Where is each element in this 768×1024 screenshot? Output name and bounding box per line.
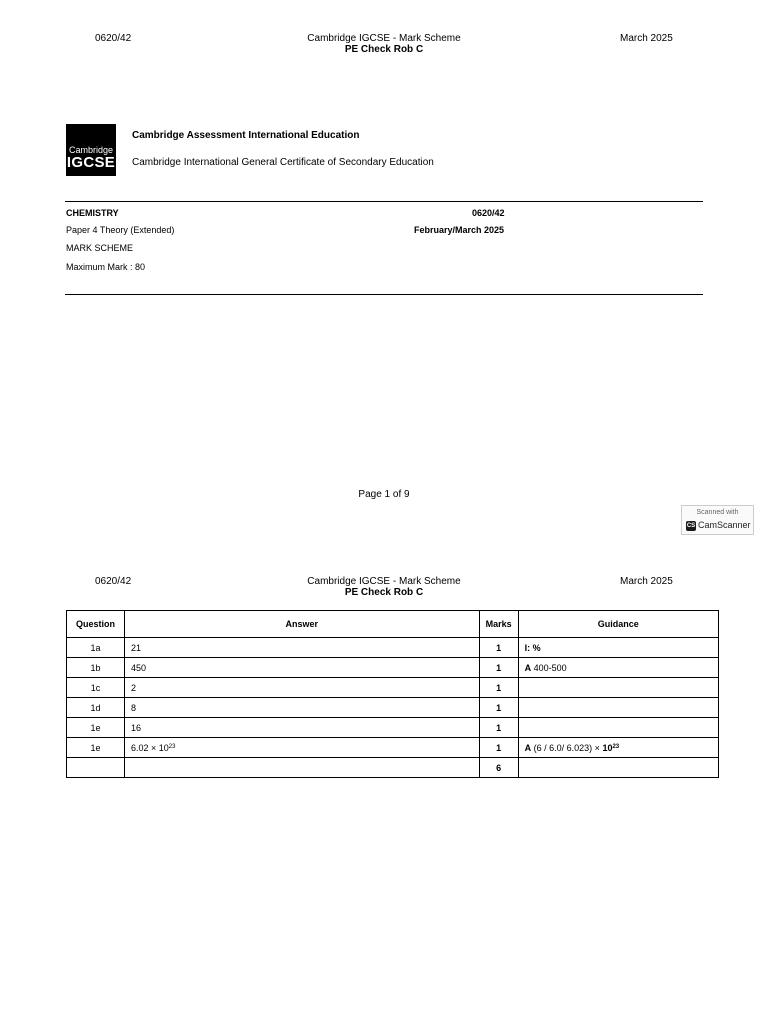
answer-cell: 2 [124,678,479,698]
table-row [67,738,719,758]
header-paper-code: 0620/42 [95,576,132,587]
column-header-marks: Marks [479,611,518,638]
header-date: March 2025 [620,576,673,587]
table-row [67,678,719,698]
guidance-cell [518,638,718,658]
question-cell: 1a [67,638,125,658]
column-header-question: Question [67,611,125,638]
question-cell: 1c [67,678,125,698]
marks-cell: 1 [479,658,518,678]
guidance-cell [518,738,718,758]
table-row [67,638,719,658]
marks-cell: 1 [479,698,518,718]
answer-cell: 8 [124,698,479,718]
mark-scheme-table [66,610,719,778]
header-subtitle: PE Check Rob C [344,587,424,598]
paper-title: Paper 4 Theory (Extended) [66,225,175,235]
header-subtitle: PE Check Rob C [344,44,424,55]
empty-cell [67,758,125,778]
logo-cambridge-text: Cambridge [68,145,114,155]
header-title: Cambridge IGCSE - Mark Scheme [307,576,461,587]
header-date: March 2025 [620,33,673,44]
header-title: Cambridge IGCSE - Mark Scheme [307,33,461,44]
guidance-text: (6 / 6.0/ 6.023) × [533,742,603,753]
marks-cell: 1 [479,678,518,698]
answer-cell [124,738,479,758]
answer-text: 6.02 × 10 [130,742,169,753]
camscanner-watermark [681,505,754,535]
organisation-name: Cambridge Assessment International Education [132,130,360,141]
question-cell: 1e [67,738,125,758]
watermark-caption: Scanned with [696,509,739,516]
guidance-text: 400-500 [533,662,567,673]
header-paper-code: 0620/42 [95,33,132,44]
watermark-brand: CamScanner [698,520,751,530]
maximum-mark: Maximum Mark : 80 [66,262,146,272]
answer-cell: 16 [124,718,479,738]
subject-name: CHEMISTRY [66,208,119,218]
answer-exponent: 23 [168,743,176,750]
table-row [67,698,719,718]
marks-cell: 1 [479,718,518,738]
marks-cell: 1 [479,738,518,758]
table-row [67,718,719,738]
guidance-exponent: 23 [612,743,620,750]
guidance-prefix: I: [524,642,531,653]
table-header-row [67,611,719,638]
empty-cell [518,758,718,778]
question-cell: 1b [67,658,125,678]
empty-cell [124,758,479,778]
guidance-prefix: A [524,662,532,673]
answer-cell: 450 [124,658,479,678]
header-title-block [250,576,518,598]
guidance-text: % [532,642,541,653]
page-number: Page 1 of 9 [358,489,410,500]
divider-bottom [65,294,703,295]
question-cell: 1e [67,718,125,738]
column-header-guidance: Guidance [518,611,718,638]
guidance-cell [518,718,718,738]
marks-cell: 1 [479,638,518,658]
cambridge-igcse-logo [66,124,116,176]
document-type: MARK SCHEME [66,243,134,253]
guidance-prefix: A [524,742,532,753]
guidance-power-base: 10 [602,742,613,753]
divider-top [65,201,703,202]
guidance-cell [518,678,718,698]
total-marks-cell: 6 [479,758,518,778]
header-title-block [250,33,518,55]
guidance-cell [518,698,718,718]
exam-session: February/March 2025 [414,225,505,235]
question-cell: 1d [67,698,125,718]
guidance-cell [518,658,718,678]
certificate-name: Cambridge International General Certificate of Secondary Education [132,157,434,168]
paper-code: 0620/42 [472,208,505,218]
logo-igcse-text: IGCSE [66,154,116,171]
answer-cell: 21 [124,638,479,658]
table-total-row [67,758,719,778]
table-row [67,658,719,678]
column-header-answer: Answer [124,611,479,638]
camscanner-icon: CS [686,523,696,529]
